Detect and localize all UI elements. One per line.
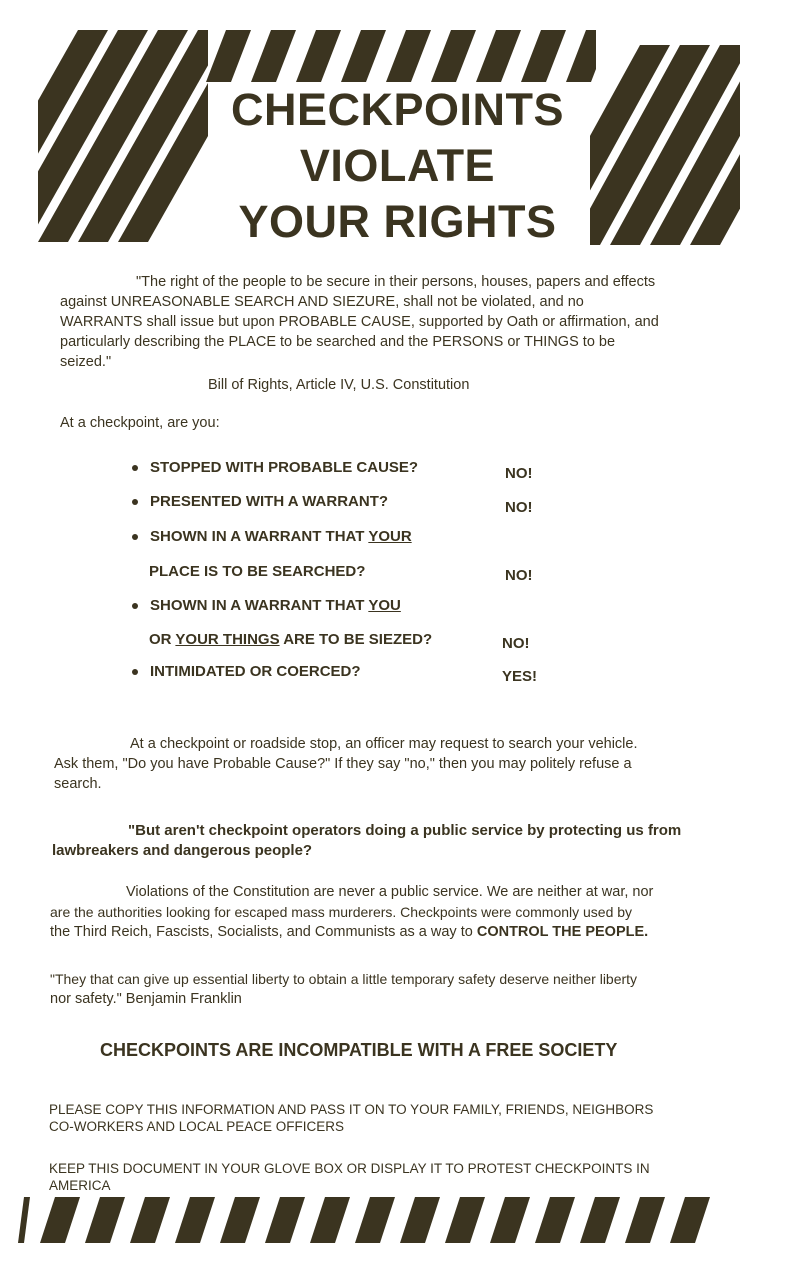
violations-line-3 bbox=[50, 922, 695, 942]
answer-probable-cause: NO! bbox=[505, 465, 533, 482]
hazard-stripes-top-left bbox=[38, 30, 208, 242]
quote-line-4: particularly describing the PLACE to be searched and the PERSONS or THINGS to be bbox=[60, 334, 616, 350]
public-service-question bbox=[52, 821, 697, 861]
control-the-people: CONTROL THE PEOPLE. bbox=[476, 924, 649, 940]
question-warrant bbox=[132, 493, 388, 510]
question-emphasis: YOUR THINGS bbox=[175, 631, 280, 648]
quote-attribution: Bill of Rights, Article IV, U.S. Constitution bbox=[208, 377, 470, 393]
copy-instructions bbox=[49, 1101, 699, 1135]
bullet-icon bbox=[132, 499, 138, 505]
public-service-question-line-1: "But aren't checkpoint operators doing a public service by protecting us from bbox=[128, 822, 682, 839]
question-text: ARE TO BE SIEZED? bbox=[279, 631, 433, 648]
roadside-line-3: search. bbox=[54, 776, 102, 792]
roadside-line-1: At a checkpoint or roadside stop, an officer may request to search your vehicle. bbox=[130, 736, 638, 752]
headline bbox=[205, 82, 590, 250]
headline-line-3: YOUR RIGHTS bbox=[238, 196, 557, 247]
question-text: PRESENTED WITH A WARRANT? bbox=[150, 493, 389, 510]
question-things-seized bbox=[132, 597, 401, 614]
fourth-amendment-quote bbox=[60, 272, 700, 372]
question-text: OR bbox=[149, 631, 176, 648]
quote-line-1: "The right of the people to be secure in their persons, houses, papers and effects bbox=[136, 274, 656, 290]
answer-intimidated: YES! bbox=[502, 668, 538, 685]
question-text: SHOWN IN A WARRANT THAT bbox=[150, 597, 369, 614]
public-service-question-line-2: lawbreakers and dangerous people? bbox=[52, 842, 313, 859]
violations-line-2: are the authorities looking for escaped mass murderers. Checkpoints were commonly used by bbox=[50, 904, 633, 920]
glove-box-instructions bbox=[49, 1160, 699, 1194]
question-text: INTIMIDATED OR COERCED? bbox=[150, 663, 361, 680]
bullet-icon bbox=[132, 603, 138, 609]
hazard-stripes-top-right bbox=[590, 45, 740, 245]
bullet-icon bbox=[132, 534, 138, 540]
roadside-line-2: Ask them, "Do you have Probable Cause?" If they say "no," then you may politely refuse a bbox=[54, 756, 632, 772]
quote-line-5: seized." bbox=[60, 354, 112, 370]
question-text: SHOWN IN A WARRANT THAT bbox=[150, 528, 369, 545]
question-text: STOPPED WITH PROBABLE CAUSE? bbox=[150, 459, 419, 476]
question-emphasis: YOU bbox=[368, 597, 401, 614]
franklin-line-1: "They that can give up essential liberty to obtain a little temporary safety deserve neither liberty bbox=[50, 971, 638, 987]
checkpoint-intro: At a checkpoint, are you: bbox=[60, 415, 220, 431]
quote-line-3: WARRANTS shall issue but upon PROBABLE CAUSE, supported by Oath or affirmation, and bbox=[60, 314, 659, 330]
headline-line-1: CHECKPOINTS bbox=[230, 84, 565, 135]
violations-text: the Third Reich, Fascists, Socialists, and Communists as a way to bbox=[50, 924, 477, 940]
hazard-stripes-top-bar bbox=[206, 30, 596, 82]
incompatible-slogan: CHECKPOINTS ARE INCOMPATIBLE WITH A FREE SOCIETY bbox=[100, 1040, 618, 1060]
violations-line-1: Violations of the Constitution are never a public service. We are neither at war, nor bbox=[126, 884, 654, 900]
bullet-icon bbox=[132, 669, 138, 675]
question-emphasis: YOUR bbox=[368, 528, 412, 545]
copy-line-2: CO-WORKERS AND LOCAL PEACE OFFICERS bbox=[49, 1119, 345, 1134]
answer-place-searched: NO! bbox=[505, 567, 533, 584]
question-intimidated bbox=[132, 663, 361, 680]
roadside-stop-paragraph bbox=[54, 734, 694, 794]
franklin-quote bbox=[50, 969, 695, 1009]
keep-line-2: AMERICA bbox=[49, 1178, 111, 1193]
question-place-searched bbox=[132, 528, 412, 545]
question-probable-cause bbox=[132, 459, 418, 476]
constitution-violations-paragraph bbox=[50, 882, 695, 942]
question-place-searched-line-2: PLACE IS TO BE SEARCHED? bbox=[149, 563, 366, 580]
franklin-line-2: nor safety." Benjamin Franklin bbox=[50, 991, 242, 1007]
hazard-stripes-bottom bbox=[18, 1197, 718, 1243]
question-things-seized-line-2 bbox=[149, 631, 432, 648]
headline-line-2: VIOLATE bbox=[299, 140, 496, 191]
quote-line-2: against UNREASONABLE SEARCH AND SIEZURE, shall not be violated, and no bbox=[60, 294, 584, 310]
answer-things-seized: NO! bbox=[502, 635, 530, 652]
answer-warrant: NO! bbox=[505, 499, 533, 516]
keep-line-1: KEEP THIS DOCUMENT IN YOUR GLOVE BOX OR DISPLAY IT TO PROTEST CHECKPOINTS IN bbox=[49, 1161, 650, 1176]
copy-line-1: PLEASE COPY THIS INFORMATION AND PASS IT ON TO YOUR FAMILY, FRIENDS, NEIGHBORS bbox=[49, 1102, 654, 1117]
bullet-icon bbox=[132, 465, 138, 471]
